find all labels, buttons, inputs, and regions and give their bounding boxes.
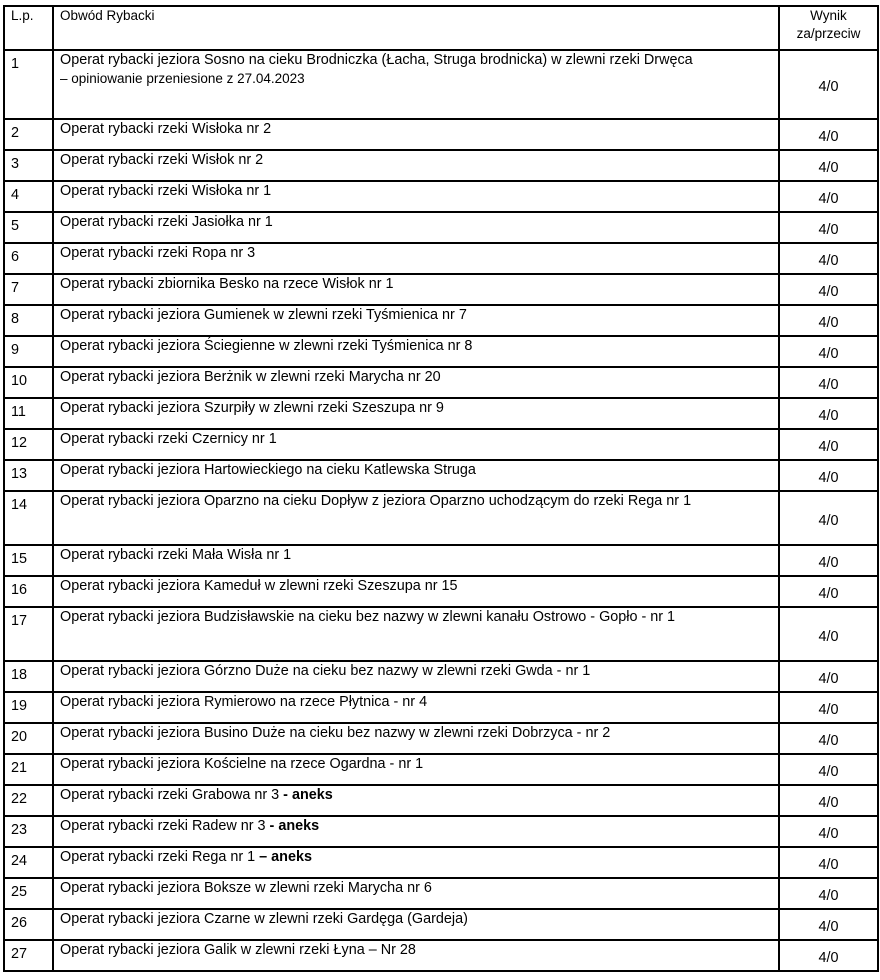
row-number: 21 <box>4 754 53 785</box>
row-result: 4/0 <box>779 398 878 429</box>
header-name: Obwód Rybacki <box>53 6 779 50</box>
row-result: 4/0 <box>779 909 878 940</box>
row-number: 3 <box>4 150 53 181</box>
table-row <box>4 243 878 274</box>
row-number: 25 <box>4 878 53 909</box>
row-name-cell <box>53 398 779 429</box>
row-name: Operat rybacki jeziora Gumienek w zlewni rzeki Tyśmienica nr 7 <box>60 307 467 323</box>
row-result: 4/0 <box>779 181 878 212</box>
row-name-cell <box>53 181 779 212</box>
row-name-cell <box>53 754 779 785</box>
row-number: 9 <box>4 336 53 367</box>
row-name-cell <box>53 212 779 243</box>
row-number: 5 <box>4 212 53 243</box>
table-row <box>4 336 878 367</box>
row-number: 15 <box>4 545 53 576</box>
row-name-cell <box>53 50 779 119</box>
table-row <box>4 491 878 545</box>
row-name: Operat rybacki rzeki Wisłok nr 2 <box>60 152 264 168</box>
row-name: Operat rybacki rzeki Radew nr 3 <box>60 818 266 834</box>
row-number: 8 <box>4 305 53 336</box>
row-name: Operat rybacki rzeki Jasiołka nr 1 <box>60 214 273 230</box>
row-number: 13 <box>4 460 53 491</box>
row-name: Operat rybacki jeziora Budzisławskie na cieku bez nazwy w zlewni kanału Ostrowo - Gopło - nr 1 <box>60 609 676 625</box>
row-name: Operat rybacki jeziora Górzno Duże na cieku bez nazwy w zlewni rzeki Gwda - nr 1 <box>60 663 591 679</box>
row-result: 4/0 <box>779 243 878 274</box>
row-name-cell <box>53 692 779 723</box>
row-annex-suffix: - aneks <box>265 818 320 834</box>
row-number: 26 <box>4 909 53 940</box>
row-name: Operat rybacki jeziora Kościelne na rzece Ogardna - nr 1 <box>60 756 424 772</box>
row-name-cell <box>53 723 779 754</box>
table-row <box>4 150 878 181</box>
row-name: Operat rybacki jeziora Busino Duże na cieku bez nazwy w zlewni rzeki Dobrzyca - nr 2 <box>60 725 611 741</box>
row-result: 4/0 <box>779 576 878 607</box>
header-row <box>4 6 878 50</box>
row-number: 10 <box>4 367 53 398</box>
table-row <box>4 181 878 212</box>
row-name: Operat rybacki rzeki Ropa nr 3 <box>60 245 256 261</box>
row-number: 17 <box>4 607 53 661</box>
row-name-cell <box>53 607 779 661</box>
row-number: 6 <box>4 243 53 274</box>
header-result <box>779 6 878 50</box>
row-name-cell <box>53 336 779 367</box>
table-row <box>4 909 878 940</box>
row-name-cell <box>53 460 779 491</box>
table-row <box>4 723 878 754</box>
row-name: Operat rybacki jeziora Szurpiły w zlewni rzeki Szeszupa nr 9 <box>60 400 444 416</box>
row-name-cell <box>53 816 779 847</box>
table-row <box>4 816 878 847</box>
row-number: 23 <box>4 816 53 847</box>
row-name-cell <box>53 491 779 545</box>
row-result: 4/0 <box>779 847 878 878</box>
table-row <box>4 119 878 150</box>
row-annex-suffix: - aneks <box>279 787 333 803</box>
table-row <box>4 545 878 576</box>
row-number: 4 <box>4 181 53 212</box>
row-result: 4/0 <box>779 661 878 692</box>
row-result: 4/0 <box>779 305 878 336</box>
row-name: Operat rybacki rzeki Wisłoka nr 1 <box>60 183 272 199</box>
row-result: 4/0 <box>779 274 878 305</box>
row-result: 4/0 <box>779 460 878 491</box>
row-result: 4/0 <box>779 816 878 847</box>
row-result: 4/0 <box>779 150 878 181</box>
table-row <box>4 692 878 723</box>
row-name: Operat rybacki rzeki Rega nr 1 <box>60 849 256 865</box>
table-row <box>4 305 878 336</box>
row-name-cell <box>53 940 779 971</box>
table-row <box>4 50 878 119</box>
row-number: 12 <box>4 429 53 460</box>
table-row <box>4 940 878 971</box>
row-name-cell <box>53 909 779 940</box>
row-name: Operat rybacki jeziora Rymierowo na rzece Płytnica - nr 4 <box>60 694 428 710</box>
table-row <box>4 661 878 692</box>
table-row <box>4 878 878 909</box>
row-name: Operat rybacki rzeki Grabowa nr 3 <box>60 787 280 803</box>
table-row <box>4 754 878 785</box>
row-name: Operat rybacki jeziora Boksze w zlewni rzeki Marycha nr 6 <box>60 880 432 896</box>
row-name-cell <box>53 847 779 878</box>
row-result: 4/0 <box>779 367 878 398</box>
row-number: 14 <box>4 491 53 545</box>
table-row <box>4 607 878 661</box>
row-name: Operat rybacki jeziora Ściegienne w zlewni rzeki Tyśmienica nr 8 <box>60 338 473 354</box>
row-name: Operat rybacki jeziora Berżnik w zlewni rzeki Marycha nr 20 <box>60 369 441 385</box>
row-name: Operat rybacki jeziora Sosno na cieku Brodniczka (Łacha, Struga brodnicka) w zlewni rzeki Drwęca <box>60 52 693 68</box>
row-name-cell <box>53 274 779 305</box>
row-result: 4/0 <box>779 429 878 460</box>
row-result: 4/0 <box>779 119 878 150</box>
row-annex-suffix: – aneks <box>255 849 312 865</box>
row-result: 4/0 <box>779 692 878 723</box>
row-number: 7 <box>4 274 53 305</box>
row-name-cell <box>53 545 779 576</box>
row-name-cell <box>53 878 779 909</box>
row-number: 24 <box>4 847 53 878</box>
row-name-cell <box>53 785 779 816</box>
row-number: 22 <box>4 785 53 816</box>
table-body <box>4 50 878 971</box>
row-name-cell <box>53 150 779 181</box>
row-name-cell <box>53 243 779 274</box>
results-table <box>3 5 879 972</box>
table-row <box>4 576 878 607</box>
header-result-line2: za/przeciw <box>796 26 861 41</box>
table-row <box>4 847 878 878</box>
row-result: 4/0 <box>779 491 878 545</box>
header-result-line1: Wynik <box>810 8 847 23</box>
row-name-cell <box>53 429 779 460</box>
row-number: 11 <box>4 398 53 429</box>
row-result: 4/0 <box>779 754 878 785</box>
row-name: Operat rybacki rzeki Wisłoka nr 2 <box>60 121 272 137</box>
row-result: 4/0 <box>779 607 878 661</box>
table-row <box>4 429 878 460</box>
row-number: 19 <box>4 692 53 723</box>
table-row <box>4 460 878 491</box>
row-result: 4/0 <box>779 50 878 119</box>
row-name: Operat rybacki jeziora Hartowieckiego na cieku Katlewska Struga <box>60 462 476 478</box>
row-number: 20 <box>4 723 53 754</box>
row-name-cell <box>53 305 779 336</box>
row-name: Operat rybacki rzeki Mała Wisła nr 1 <box>60 547 292 563</box>
row-name-cell <box>53 661 779 692</box>
row-number: 16 <box>4 576 53 607</box>
row-result: 4/0 <box>779 785 878 816</box>
row-name: Operat rybacki jeziora Galik w zlewni rzeki Łyna – Nr 28 <box>60 942 416 958</box>
row-note: – opiniowanie przeniesione z 27.04.2023 <box>60 71 305 86</box>
table-row <box>4 785 878 816</box>
row-name: Operat rybacki rzeki Czernicy nr 1 <box>60 431 277 447</box>
row-result: 4/0 <box>779 545 878 576</box>
row-result: 4/0 <box>779 878 878 909</box>
row-name: Operat rybacki jeziora Oparzno na cieku Dopływ z jeziora Oparzno uchodzącym do rzeki Rega nr 1 <box>60 493 692 509</box>
row-result: 4/0 <box>779 723 878 754</box>
row-result: 4/0 <box>779 940 878 971</box>
row-number: 18 <box>4 661 53 692</box>
row-name: Operat rybacki jeziora Czarne w zlewni rzeki Gardęga (Gardeja) <box>60 911 468 927</box>
row-name: Operat rybacki jeziora Kameduł w zlewni rzeki Szeszupa nr 15 <box>60 578 458 594</box>
table-row <box>4 274 878 305</box>
table-row <box>4 367 878 398</box>
table-row <box>4 398 878 429</box>
row-number: 1 <box>4 50 53 119</box>
row-name-cell <box>53 576 779 607</box>
row-name: Operat rybacki zbiornika Besko na rzece Wisłok nr 1 <box>60 276 394 292</box>
header-lp: L.p. <box>4 6 53 50</box>
row-name-cell <box>53 119 779 150</box>
table-row <box>4 212 878 243</box>
row-name-cell <box>53 367 779 398</box>
row-number: 2 <box>4 119 53 150</box>
row-number: 27 <box>4 940 53 971</box>
row-result: 4/0 <box>779 212 878 243</box>
row-result: 4/0 <box>779 336 878 367</box>
